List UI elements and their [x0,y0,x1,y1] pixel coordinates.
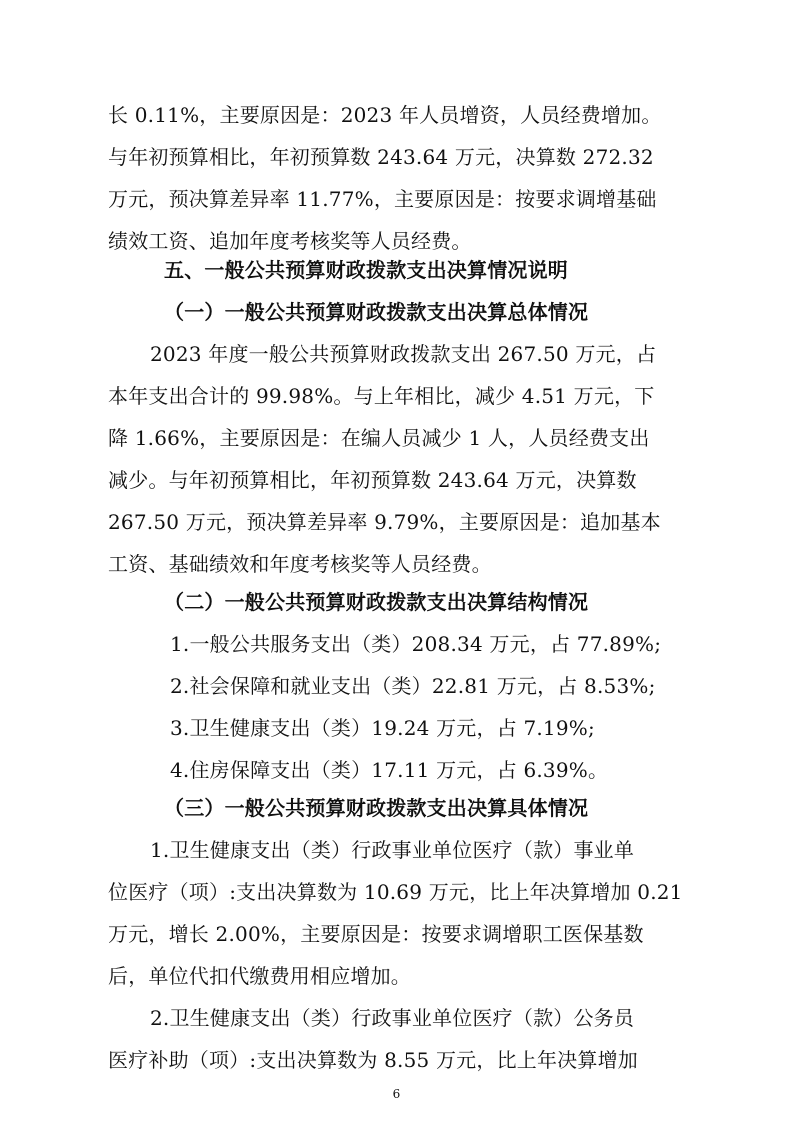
list-item: 1.一般公共服务支出（类）208.34 万元，占 77.89%; [170,632,662,656]
subsection-heading: （一）一般公共预算财政拨款支出决算总体情况 [164,300,589,324]
body-text-line: 长 0.11%，主要原因是：2023 年人员增资，人员经费增加。 [108,103,662,127]
section-heading: 五、一般公共预算财政拨款支出决算情况说明 [164,258,568,282]
body-text-line: 后，单位代扣代缴费用相应增加。 [108,964,411,988]
page-number: 6 [392,1087,401,1101]
subsection-heading: （二）一般公共预算财政拨款支出决算结构情况 [164,590,589,614]
body-text-line: 万元，预决算差异率 11.77%，主要原因是：按要求调增基础 [108,187,657,211]
body-text-line: 万元，增长 2.00%，主要原因是：按要求调增职工医保基数 [108,922,644,946]
list-item: 4.住房保障支出（类）17.11 万元，占 6.39%。 [170,758,609,782]
body-text-line: 工资、基础绩效和年度考核奖等人员经费。 [108,552,492,576]
body-text-line: 绩效工资、追加年度考核奖等人员经费。 [108,229,472,253]
body-text-line: 医疗补助（项）:支出决算数为 8.55 万元，比上年决算增加 [108,1048,638,1072]
body-text-line: 位医疗（项）:支出决算数为 10.69 万元，比上年决算增加 0.21 [108,880,683,904]
body-text-line: 2.卫生健康支出（类）行政事业单位医疗（款）公务员 [150,1006,635,1030]
body-text-line: 1.卫生健康支出（类）行政事业单位医疗（款）事业单 [150,838,635,862]
list-item: 2.社会保障和就业支出（类）22.81 万元，占 8.53%; [170,674,656,698]
body-text-line: 本年支出合计的 99.98%。与上年相比，减少 4.51 万元，下 [108,384,655,408]
subsection-heading: （三）一般公共预算财政拨款支出决算具体情况 [164,796,589,820]
body-text-line: 降 1.66%，主要原因是：在编人员减少 1 人，人员经费支出 [108,426,650,450]
list-item: 3.卫生健康支出（类）19.24 万元，占 7.19%; [170,716,595,740]
body-text-line: 与年初预算相比，年初预算数 243.64 万元，决算数 272.32 [108,145,654,169]
body-text-line: 减少。与年初预算相比，年初预算数 243.64 万元，决算数 [108,468,637,492]
body-text-line: 2023 年度一般公共预算财政拨款支出 267.50 万元，占 [150,342,657,366]
body-text-line: 267.50 万元，预决算差异率 9.79%，主要原因是：追加基本 [108,510,661,534]
